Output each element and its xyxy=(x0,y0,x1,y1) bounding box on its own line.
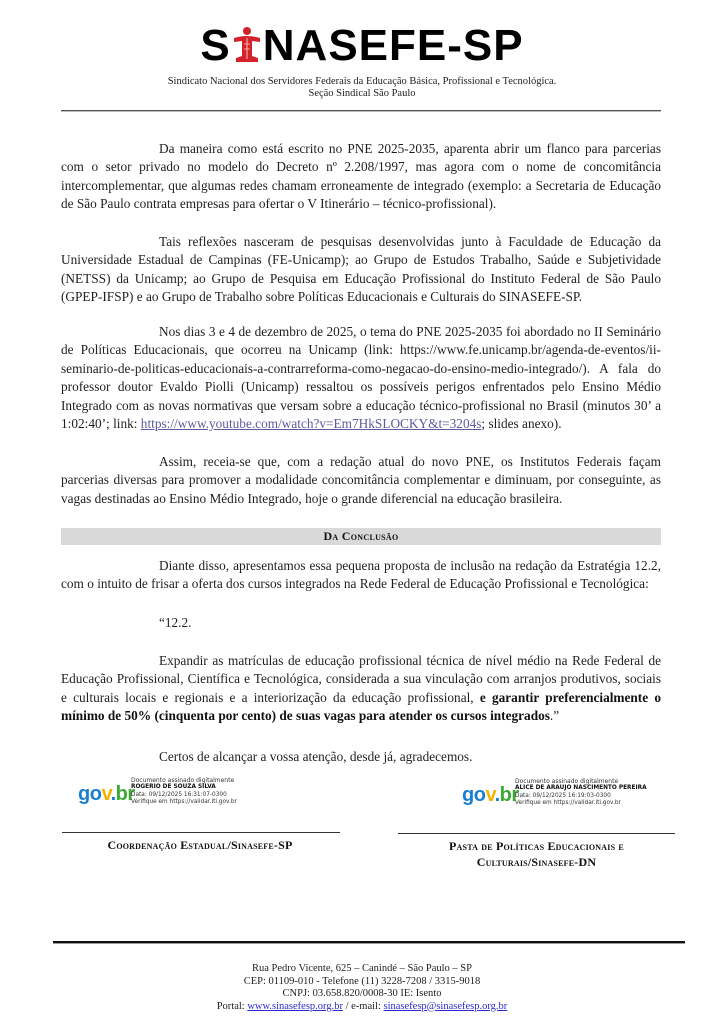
signature-doc-label: Documento assinado digitalmente xyxy=(131,777,235,784)
paragraph-3-text: Nos dias 3 e 4 de dezembro de 2025, o tema do PNE 2025-2035 foi abordado no II Seminário de Políticas Educacionais, que ocorreu na Unicamp (link: https://www.fe.unicamp.br/agenda-de-eventos/ii-seminario-de-politicas-educacionais-a-contrarreforma-como-negacao-do-ensino-medio-integrado/). A fala do professor doutor Evaldo Piolli (Unicamp) ressaltou os possíveis perigos enfrentados pelo Ensino Médio Integrado com as novas normativas que versam sobre a educação técnico-profissional no Brasil (minutos 30’ a 1:02:40’; link: xyxy=(61,324,661,432)
signature-title-2-line2: Culturais/Sinasefe-DN xyxy=(476,855,597,869)
paragraph-6-bold: e garantir preferencialmente o mínimo de 50% (cinquenta por cento) de suas vagas para atender os cursos integrados xyxy=(61,689,662,724)
paragraph-3 xyxy=(61,323,661,433)
paragraph-3-end: ; slides anexo). xyxy=(481,416,562,432)
paragraph-4-text: Assim, receia-se que, com a redação atual do novo PNE, os Institutos Federais façam parcerias diversas para promover a modalidade concomitância complementar e diminuam, por conseguinte, as vagas destinadas ao Ensino Médio Integrado, hoje o grande diferencial na educação brasileira. xyxy=(61,454,661,506)
footer-divider xyxy=(53,941,685,944)
youtube-link[interactable]: https://www.youtube.com/watch?v=Em7HkSLOCKY&t=3204s xyxy=(140,416,482,432)
logo-text-rest: NASEFE-SP xyxy=(262,21,524,70)
signature-title-2 xyxy=(390,838,683,870)
header-subtitle xyxy=(0,76,724,100)
sinasefe-logo xyxy=(0,22,724,70)
footer-cnpj: CNPJ: 03.658.820/0008-30 IE: Isento xyxy=(282,988,442,999)
paragraph-6 xyxy=(61,652,661,726)
signature-doc-label: Documento assinado digitalmente xyxy=(515,778,619,785)
header-divider xyxy=(61,110,661,112)
signature-date: Data: 09/12/2025 16:19:03-0300 xyxy=(515,792,611,799)
signature-title-1: Coordenação Estadual/Sinasefe-SP xyxy=(107,838,293,852)
paragraph-5 xyxy=(61,557,661,594)
footer xyxy=(0,963,724,1013)
footer-address: Rua Pedro Vicente, 625 – Canindé – São Paulo – SP xyxy=(252,963,472,974)
govbr-logo-icon: gov.br xyxy=(78,783,135,805)
logo-text-s: S xyxy=(200,21,231,70)
signature-verify: Verifique em https://validar.iti.gov.br xyxy=(131,799,237,806)
portal-label: Portal: xyxy=(216,1000,248,1012)
signature-line-1 xyxy=(62,832,340,833)
signature-date: Data: 09/12/2025 16:31:07-0300 xyxy=(131,791,227,798)
signer-name: ALICE DE ARAUJO NASCIMENTO PEREIRA xyxy=(515,785,647,791)
quote-number xyxy=(61,614,661,632)
footer-contact xyxy=(0,1001,724,1014)
paragraph-6-text: Expandir as matrículas de educação profissional técnica de nível médio na Rede Federal de Educação Profissional, Científica e Tecnológica, considerada a sua vinculação com arranjos produtivos, sociais e culturais locais e regionais e a interiorização da educação profissional, xyxy=(61,653,661,705)
paragraph-2-text: Tais reflexões nasceram de pesquisas desenvolvidas junto à Faculdade de Educação da Universidade Estadual de Campinas (FE-Unicamp); ao Grupo de Estudos Trabalho, Saúde e Subjetividade (NETSS) da Unicamp; ao Grupo de Pesquisa em Educação Profissional do Instituto Federal de São Paulo (GPEP-IFSP) e ao Grupo de Trabalho sobre Políticas Educacionais e Culturais do SINASEFE-SP. xyxy=(61,234,661,305)
signature-title-2-line1: Pasta de Políticas Educacionais e xyxy=(449,839,624,853)
paragraph-1 xyxy=(61,140,661,214)
sinasefe-emblem-icon xyxy=(232,26,262,64)
signature-line-2 xyxy=(398,833,675,834)
org-full-name: Sindicato Nacional dos Servidores Federais da Educação Básica, Profissional e Tecnológica. xyxy=(167,76,557,87)
digital-signature-1 xyxy=(78,777,237,807)
govbr-logo-icon: gov.br xyxy=(462,784,519,806)
section-name: Seção Sindical São Paulo xyxy=(308,88,416,99)
paragraph-2 xyxy=(61,233,661,307)
quote-number-text: “12.2. xyxy=(159,615,192,630)
paragraph-7-text: Certos de alcançar a vossa atenção, desde já, agradecemos. xyxy=(159,749,473,764)
section-heading-conclusao: Da Conclusão xyxy=(61,528,661,545)
signer-name: ROGERIO DE SOUZA SILVA xyxy=(131,784,216,790)
portal-link[interactable]: www.sinasefesp.org.br xyxy=(247,1000,343,1012)
footer-cep-phone: CEP: 01109-010 - Telefone (11) 3228-7208 / 3315-9018 xyxy=(243,975,481,987)
digital-signature-2 xyxy=(462,778,647,808)
paragraph-4 xyxy=(61,453,661,508)
paragraph-6-end: .” xyxy=(549,708,560,724)
paragraph-7 xyxy=(61,748,661,766)
paragraph-5-text: Diante disso, apresentamos essa pequena proposta de inclusão na redação da Estratégia 12.2, com o intuito de frisar a oferta dos cursos integrados na Rede Federal de Educação Profissional e Tecnológica: xyxy=(61,558,661,592)
email-label: / e-mail: xyxy=(342,1000,384,1012)
email-link[interactable]: sinasefesp@sinasefesp.org.br xyxy=(383,1000,508,1012)
signature-verify: Verifique em https://validar.iti.gov.br xyxy=(515,800,621,807)
paragraph-1-text: Da maneira como está escrito no PNE 2025-2035, aparenta abrir um flanco para parcerias com o setor privado no modelo do Decreto nº 2.208/1997, mas agora com o nome de concomitância intercomplementar, que algumas redes chamam erroneamente de integrado (exemplo: a Secretaria de Educação de São Paulo contrata empresas para ofertar o V Itinerário – técnico-profissional). xyxy=(61,141,661,212)
